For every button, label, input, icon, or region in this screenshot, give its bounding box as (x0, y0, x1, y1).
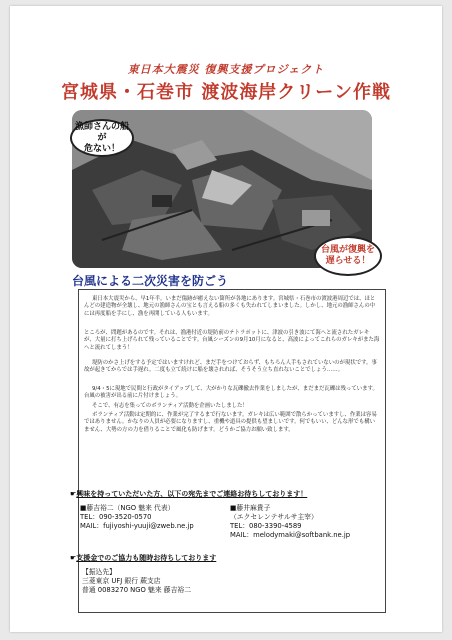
contact-org: （エクセレンテサルサ主宰） (230, 513, 318, 521)
bubble-line: 漁師さんの船が (74, 121, 129, 143)
donation-label: 【振込先】 (82, 568, 116, 576)
bubble-line: 台風が復興を (320, 245, 375, 255)
speech-bubble-boat (70, 119, 134, 157)
donation-header: ☛支援金でのご協力も随時お待ちしております (70, 554, 217, 562)
contact-tel: TEL：090-3520-0570 (80, 513, 152, 521)
project-subtitle: 東日本大震災 復興支援プロジェクト (127, 63, 325, 76)
donation-account: 普通 0083270 NGO 魅来 藤吉裕二 (82, 586, 191, 594)
section-title: 台風による二次災害を防ごう (72, 274, 229, 288)
contact-mail[interactable]: MAIL：fujiyoshi-yuuji@zweb.ne.jp (80, 522, 194, 530)
body-paragraph: 東日本大震災から、早1年半。いまだ傷跡が癒えない箇所が各地にあります。宮城県・石巻市の渡波港周辺では、ほとんどの建造物が全壊し、地元の漁師さんの宝とも言える船の多くも失われてしまいました。しかし、地元の漁師さんの中には再度船を手にし、漁を再開している人もいます。 (84, 296, 376, 317)
flyer-page (10, 6, 442, 632)
bubble-line: 危ない！ (83, 143, 120, 154)
project-title: 宮城県・石巻市 渡波海岸クリーン作戦 (61, 82, 391, 103)
body-paragraph: 9/4・5に現地で民間と行政がタイアップして、大がかりな瓦礫撤去作業をしましたが、まだまだ瓦礫は残っています。台風の被害が出る前に片付けましょう。 (84, 386, 378, 400)
body-paragraph: ボランティア活動は定期的に、作業が完了するまで行ないます。ガレキは広い範囲で散らかっていますし、作業は容易ではありません。かなりの人員が必要になりますし、重機や道具の提供も望ましいです。何でもいい、どんな形でも構いません、大勢の方の力を借りることで風化も防げます。どうかご協力お願い致します。 (84, 412, 377, 433)
body-paragraph: ところが、問題があるのです。それは、漁港付近の堤防前のテトラポットに、津波の引き波にて海へと流されたガレキが、大量に打ち上げられて残っていることです。台風シーズンの9月10月になると、高波によってこれらのガレキがまた海へと流れてしまう！ (84, 330, 380, 351)
contact-fujiyoshi (80, 504, 194, 531)
contact-fujii (230, 504, 350, 540)
contact-header: ☛興味を持っていただいた方、以下の宛先までご連絡お待ちしております！ (70, 490, 308, 498)
pointing-hand-icon: ☛ (70, 554, 77, 562)
contact-mail[interactable]: MAIL：melodymaki@softbank.ne.jp (230, 531, 351, 539)
donation-details (82, 568, 191, 595)
speech-bubble-typhoon (314, 236, 382, 276)
body-paragraph: そこで、有志を集ってのボランティア活動を企画いたしました！ (92, 403, 248, 409)
contact-tel: TEL：080-3390-4589 (230, 522, 302, 530)
pointing-hand-icon: ☛ (70, 490, 77, 498)
contact-name: ■藤吉裕二（NGO 魅来 代表） (80, 504, 175, 512)
donation-bank: 三菱東京 UFJ 銀行 蕨支店 (82, 577, 161, 585)
contact-name: ■藤井麻貴子 (230, 504, 271, 512)
body-paragraph: 堤防のかさ上げをする予定ではいますけれど、まだ手をつけておらず、もちろん人手もされていないのが現状です。事故が起きてからでは手遅れ。二度も立て続けに船を壊されれば、そうそう立ち直れないことでしょう……。 (84, 360, 377, 374)
bubble-line: 遅らせる！ (325, 256, 371, 266)
